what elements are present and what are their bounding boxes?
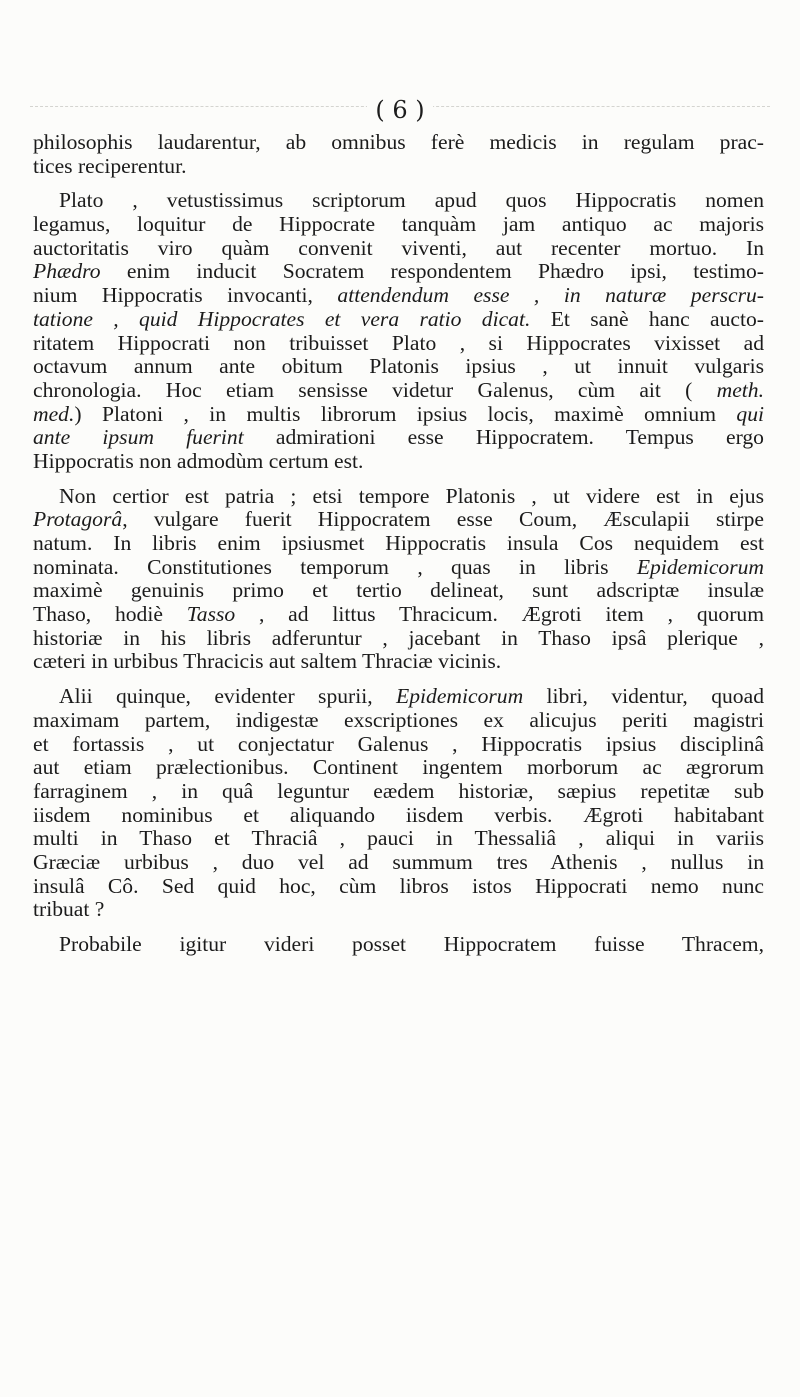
- text-line: [33, 733, 764, 757]
- text-line: [33, 532, 764, 556]
- text-run: Thaso, hodiè: [33, 602, 187, 627]
- text-run: Alii quinque, evidenter spurii,: [59, 684, 397, 709]
- text-line: [33, 685, 764, 709]
- text-line: [33, 780, 764, 804]
- text-run: ) Platoni , in multis librorum ipsius locis, maximè omnium: [74, 401, 737, 426]
- italic-run: qui: [736, 401, 764, 426]
- text-run: tribuat ?: [33, 897, 105, 922]
- text-line: [33, 155, 764, 179]
- text-line: [33, 709, 764, 733]
- italic-run: Epidemicorum: [636, 554, 764, 579]
- text-run: et fortassis , ut conjectatur Galenus , Hippocratis ipsius disciplinâ: [33, 731, 764, 756]
- text-line: [33, 355, 764, 379]
- text-run: farraginem , in quâ leguntur eædem historiæ, sæpius repetitæ sub: [33, 778, 764, 803]
- text-line: [33, 450, 764, 474]
- text-line: [33, 332, 764, 356]
- text-run: maximam partem, indigestæ exscriptiones ex alicujus periti magistri: [33, 707, 764, 732]
- text-run: enim inducit Socratem respondentem Phædro ipsi, testimo-: [100, 259, 764, 284]
- text-run: Probabile igitur videri posset Hippocratem fuisse Thracem,: [59, 932, 764, 956]
- text-run: Non certior est patria ; etsi tempore Platonis , ut videre est in ejus: [59, 483, 764, 508]
- text-line: [33, 851, 764, 875]
- text-run: multi in Thaso et Thraciâ , pauci in Thessaliâ , aliqui in variis: [33, 826, 764, 851]
- text-run: admirationi esse Hippocratem. Tempus ergo: [243, 425, 764, 450]
- text-line: [33, 403, 764, 427]
- italic-run: Epidemicorum: [396, 684, 524, 709]
- text-run: nominata. Constitutiones temporum , quas in libris: [33, 554, 637, 579]
- text-line: [33, 284, 764, 308]
- text-run: historiæ in his libris adferuntur , jacebant in Thaso ipsâ plerique ,: [33, 625, 764, 650]
- text-run: auctoritatis viro quàm convenit viventi, aut recenter mortuo. In: [33, 235, 764, 260]
- italic-run: Protagorâ: [33, 507, 123, 532]
- text-line: [33, 237, 764, 261]
- italic-run: med.: [33, 401, 75, 426]
- text-line: [33, 189, 764, 213]
- text-line: [33, 131, 764, 155]
- text-line: [33, 579, 764, 603]
- text-line: [33, 426, 764, 450]
- text-run: legamus, loquitur de Hippocrate tanquàm jam antiquo ac majoris: [33, 212, 764, 237]
- page-number-text: ( 6 ): [367, 96, 432, 124]
- italic-run: attendendum esse , in naturæ perscru-: [337, 283, 764, 308]
- text-line: [33, 756, 764, 780]
- text-run: insulâ Cô. Sed quid hoc, cùm libros istos Hippocrati nemo nunc: [33, 873, 764, 898]
- italic-run: ante ipsum fuerint: [33, 425, 244, 450]
- text-line: [33, 308, 764, 332]
- text-line: [33, 875, 764, 899]
- italic-run: tatione , quid Hippocrates et vera ratio dicat.: [33, 306, 531, 331]
- body-text: [33, 131, 764, 957]
- text-line: [33, 260, 764, 284]
- text-line: [33, 213, 764, 237]
- text-run: aut etiam prælectionibus. Continent ingentem morborum ac ægrorum: [33, 755, 764, 780]
- text-run: Plato , vetustissimus scriptorum apud quos Hippocratis nomen: [59, 188, 764, 213]
- text-line: [33, 556, 764, 580]
- text-run: cæteri in urbibus Thracicis aut saltem Thraciæ vicinis.: [33, 649, 502, 674]
- italic-run: meth.: [716, 377, 764, 402]
- text-line: [33, 898, 764, 922]
- text-run: Hippocratis non admodùm certum est.: [33, 448, 364, 473]
- text-run: maximè genuinis primo et tertio delineat, sunt adscriptæ insulæ: [33, 578, 764, 603]
- text-line: [33, 933, 764, 957]
- text-run: , vulgare fuerit Hippocratem esse Coum, Æsculapii stirpe: [122, 507, 764, 532]
- text-run: nium Hippocratis invocanti,: [33, 283, 338, 308]
- text-line: [33, 804, 764, 828]
- text-run: Græciæ urbibus , duo vel ad summum tres Athenis , nullus in: [33, 849, 764, 874]
- text-line: [33, 603, 764, 627]
- italic-run: Tasso: [186, 602, 236, 627]
- text-run: , ad littus Thracicum. Ægroti item , quorum: [235, 602, 764, 627]
- italic-run: Phædro: [33, 259, 101, 284]
- text-line: [33, 485, 764, 509]
- text-line: [33, 627, 764, 651]
- text-run: ritatem Hippocrati non tribuisset Plato , si Hippocrates vixisset ad: [33, 330, 764, 355]
- text-run: tices reciperentur.: [33, 153, 187, 178]
- text-line: [33, 827, 764, 851]
- text-run: chronologia. Hoc etiam sensisse videtur Galenus, cùm ait (: [33, 377, 717, 402]
- text-run: natum. In libris enim ipsiusmet Hippocratis insula Cos nequidem est: [33, 531, 764, 555]
- text-run: libri, videntur, quoad: [523, 684, 764, 709]
- text-line: [33, 379, 764, 403]
- text-run: octavum annum ante obitum Platonis ipsius , ut innuit vulgaris: [33, 354, 764, 379]
- text-run: philosophis laudarentur, ab omnibus ferè medicis in regulam prac-: [33, 130, 764, 154]
- text-run: iisdem nominibus et aliquando iisdem verbis. Ægroti habitabant: [33, 802, 764, 827]
- page-number: [0, 96, 800, 124]
- text-run: Et sanè hanc aucto-: [530, 306, 764, 331]
- text-line: [33, 650, 764, 674]
- text-line: [33, 508, 764, 532]
